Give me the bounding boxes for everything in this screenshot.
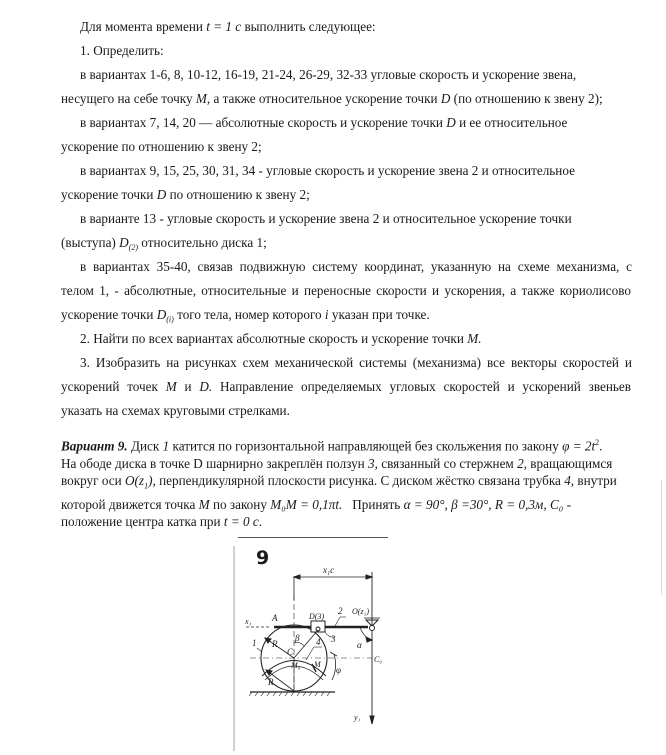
label-a: A xyxy=(272,613,278,623)
text: 1 xyxy=(162,438,170,454)
item-1-variants-35-40: в вариантах 35-40, связав подвижную систему координат, указанную на схеме механизма, с xyxy=(80,259,632,274)
text: 2. Найти по всех вариантах абсолютные скорость и ускорение точки xyxy=(80,331,468,346)
text: выполнить следующее: xyxy=(241,19,376,34)
text: положение центра катка при xyxy=(61,514,224,530)
text: которой движется точка xyxy=(61,496,199,512)
label-3: 3 xyxy=(331,634,336,644)
text: Для момента времени xyxy=(80,19,207,34)
text: - xyxy=(563,496,572,512)
subscript: (2) xyxy=(128,243,138,252)
text: связанный со стержнем xyxy=(377,455,518,471)
item-1-variant-13: в варианте 13 - угловые скорость и ускорение звена 2 и относительное ускорение точки xyxy=(80,211,572,226)
label-m: M xyxy=(314,660,321,669)
text: и xyxy=(176,379,200,394)
label-alpha: α xyxy=(357,640,362,650)
figure-number: 9 xyxy=(256,547,270,569)
label-x1: x₁ xyxy=(245,617,252,626)
text: , перпендикулярной плоскости рисунка. С диском жёстко связана трубка xyxy=(152,473,565,489)
time-value: t = 1 с xyxy=(206,19,242,34)
text: 4 xyxy=(564,473,571,489)
label-beta: β xyxy=(295,633,300,643)
point-m: M xyxy=(198,496,210,512)
item-3: 3. Изобразить на рисунках схем механической системы (механизма) все векторы скоростей и xyxy=(80,355,632,370)
motion-law: M₀M = 0,1πt. xyxy=(270,496,343,512)
text: . xyxy=(599,438,603,454)
item-1-variants-b-cont: ускорение по отношению к звену 2; xyxy=(61,139,262,154)
text: указан при точке. xyxy=(328,307,430,322)
point-d: D xyxy=(446,115,456,130)
text: несущего на себе точку xyxy=(61,91,196,106)
text: ) xyxy=(148,473,153,489)
text: 2, xyxy=(517,455,527,471)
label-d3: D(3) xyxy=(309,612,325,621)
text: и ее относительное xyxy=(455,115,568,130)
motion-law: φ = 2t xyxy=(562,438,596,454)
label-r-lower: R xyxy=(268,677,274,687)
label-y1: y₁ xyxy=(354,713,361,722)
text: относительно диска 1; xyxy=(137,235,267,250)
label-1: 1 xyxy=(252,638,257,648)
point-d: D xyxy=(156,187,167,202)
subscript: (i) xyxy=(166,315,174,324)
text: по закону xyxy=(209,496,271,512)
label-m0: M₀ xyxy=(291,661,301,670)
label-2: 2 xyxy=(338,606,343,616)
text: Принять xyxy=(342,496,404,512)
text: (по отношению к звену 2); xyxy=(450,91,603,106)
subscript: 1 xyxy=(144,482,149,492)
text: (выступа) xyxy=(61,235,120,250)
item-3-end: указать на схемах круговыми стрелками. xyxy=(61,403,290,418)
label-r-upper: R xyxy=(272,639,278,649)
label-o-z1: O(z₁) xyxy=(352,607,369,616)
point-d: D. xyxy=(199,379,213,394)
text: . xyxy=(258,514,263,530)
label-c: C xyxy=(287,647,294,657)
superscript: 2 xyxy=(595,438,600,447)
variant-title: Вариант 9. xyxy=(61,438,128,454)
time-value: t = 0 с xyxy=(223,514,259,530)
label-x1c: x₁c xyxy=(323,565,335,575)
text: вращающимся xyxy=(526,455,613,471)
item-1-variants-35-40-cont: телом 1, - абсолютные, относительные и переносные скорости и ускорения, а также кориолисово xyxy=(61,283,631,298)
text: Диск xyxy=(127,438,163,454)
text: На ободе диска в точке D шарнирно закреплён ползун xyxy=(61,455,369,471)
text: вокруг оси xyxy=(61,473,125,489)
text: 3, xyxy=(368,455,378,471)
text: Направление определяемых угловых скоростей и ускорений звеньев xyxy=(212,379,631,394)
point-d: D xyxy=(119,235,129,250)
point-m: M, xyxy=(195,91,211,106)
text: , внутри xyxy=(570,473,617,489)
label-c0: C₀ xyxy=(374,655,383,664)
parameters: α = 90°, β =30°, R = 0,3м, C₀ xyxy=(403,496,564,512)
point-m: M. xyxy=(467,331,482,346)
text: ускорений точек xyxy=(61,379,166,394)
text: а также относительное ускорение точки xyxy=(210,91,441,106)
text: по отношению к звену 2; xyxy=(166,187,310,202)
text: в вариантах 7, 14, 20 — абсолютные скорость и ускорение точки xyxy=(80,115,447,130)
item-1-variants-c: в вариантах 9, 15, 25, 30, 31, 34 - угловые скорость и ускорение звена 2 и относительное xyxy=(80,163,575,178)
index-i: i xyxy=(324,307,329,322)
point-m: M xyxy=(165,379,177,394)
text: ускорение точки xyxy=(61,307,157,322)
item-1-variants-a: в вариантах 1-6, 8, 10-12, 16-19, 21-24, 26-29, 32-33 угловые скорость и ускорение звена, xyxy=(80,67,577,82)
point-d: D xyxy=(156,307,167,322)
point-d: D xyxy=(440,91,451,106)
item-1-heading: 1. Определить: xyxy=(80,43,164,58)
label-4: 4 xyxy=(316,637,321,647)
axis-o: O(z xyxy=(125,473,145,489)
text: того тела, номер которого xyxy=(173,307,325,322)
text: катится по горизонтальной направляющей без скольжения по закону xyxy=(169,438,563,454)
label-phi: φ xyxy=(336,665,341,675)
text: ускорение точки xyxy=(61,187,157,202)
